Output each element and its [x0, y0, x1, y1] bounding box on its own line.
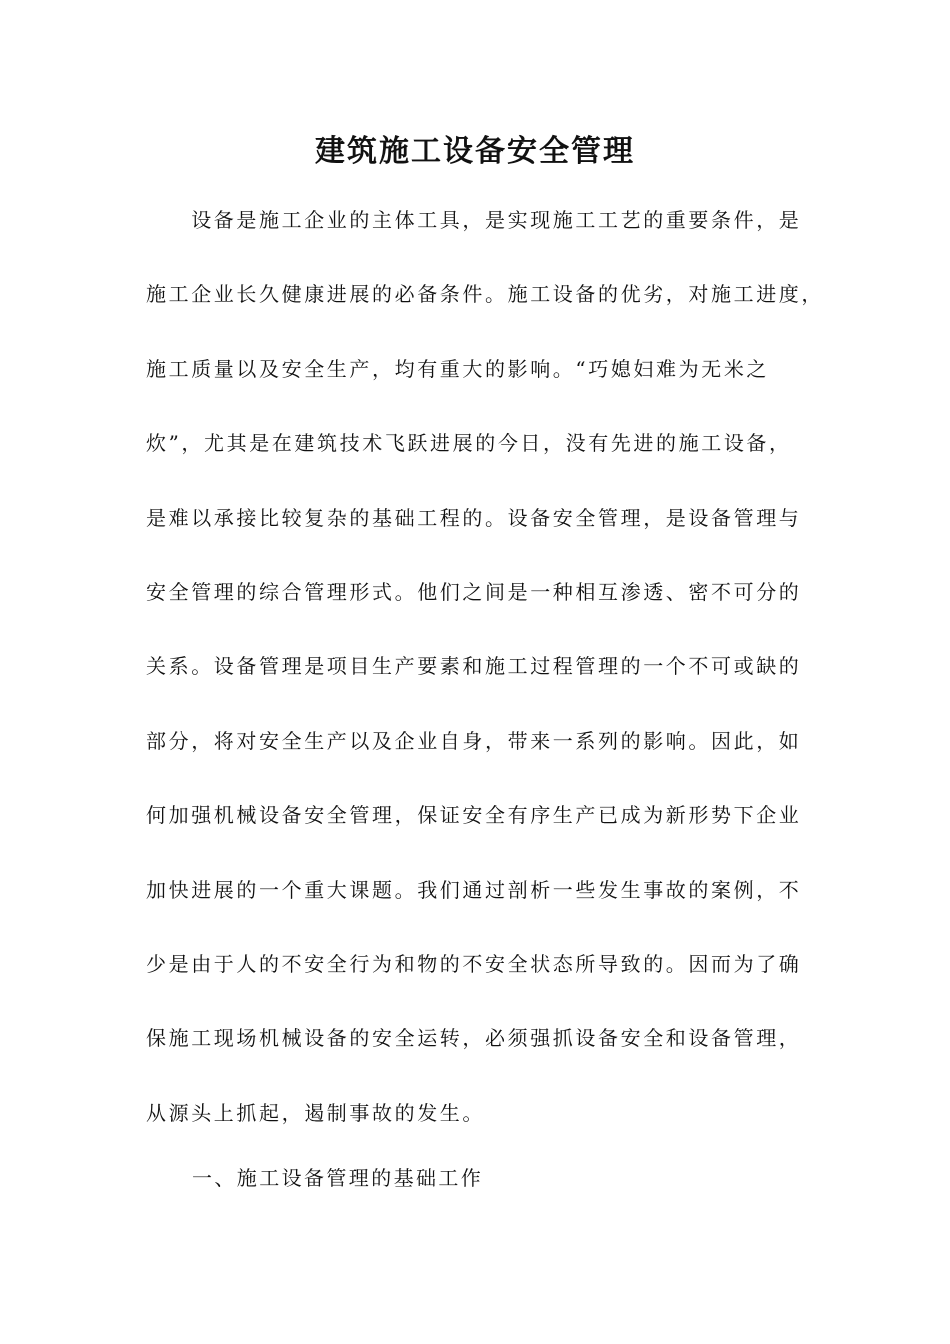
paragraph-line: 保施工现场机械设备的安全运转，必须强抓设备安全和设备管理， [146, 1026, 802, 1051]
paragraph-line: 设备是施工企业的主体工具，是实现施工工艺的重要条件，是 [146, 208, 802, 232]
paragraph-line: 从源头上抓起，遏制事故的发生。 [146, 1100, 485, 1125]
paragraph-line: 关系。设备管理是项目生产要素和施工过程管理的一个不可或缺的 [146, 654, 802, 679]
paragraph-line: 是难以承接比较复杂的基础工程的。设备安全管理，是设备管理与 [146, 505, 802, 530]
paragraph-line: 加快进展的一个重大课题。我们通过剖析一些发生事故的案例，不 [146, 877, 802, 902]
paragraph-line: 少是由于人的不安全行为和物的不安全状态所导致的。因而为了确 [146, 951, 802, 976]
document-title: 建筑施工设备安全管理 [315, 134, 635, 169]
paragraph-line: 施工质量以及安全生产，均有重大的影响。“巧媳妇难为无米之 [146, 356, 770, 381]
section-heading: 一、施工设备管理的基础工作 [192, 1166, 484, 1190]
paragraph-line: 施工企业长久健康进展的必备条件。施工设备的优劣，对施工进度， [146, 282, 824, 307]
paragraph-line: 安全管理的综合管理形式。他们之间是一种相互渗透、密不可分的 [146, 579, 802, 604]
paragraph-line: 炊”，尤其是在建筑技术飞跃进展的今日，没有先进的施工设备， [146, 431, 792, 456]
paragraph-line: 何加强机械设备安全管理，保证安全有序生产已成为新形势下企业 [146, 803, 802, 828]
paragraph-line: 部分，将对安全生产以及企业自身，带来一系列的影响。因此，如 [146, 728, 802, 753]
intro-paragraph [146, 200, 826, 1167]
